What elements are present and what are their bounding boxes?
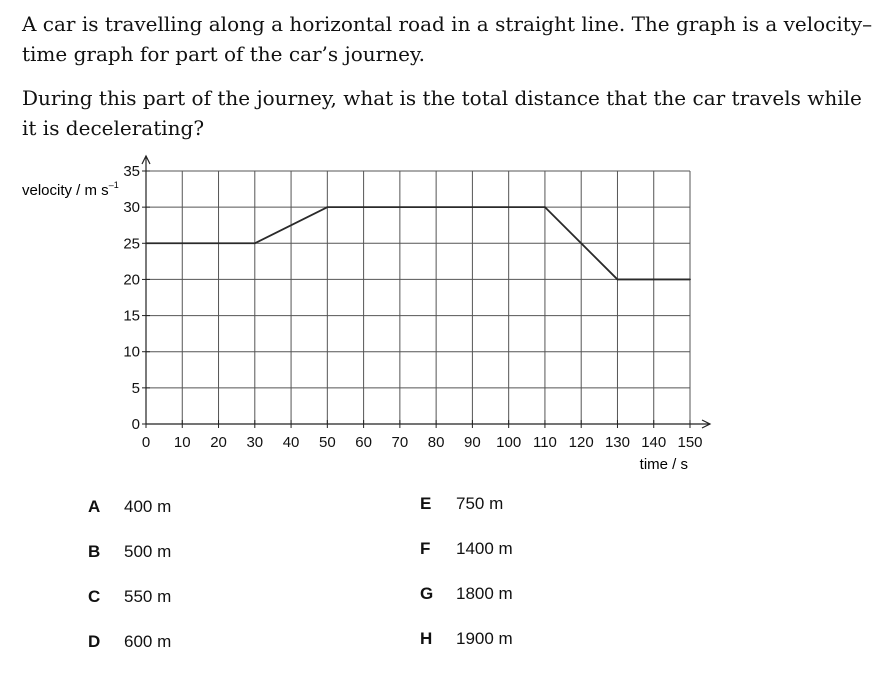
- y-tick-label: 0: [131, 416, 140, 433]
- option-letter: F: [420, 539, 431, 558]
- y-axis-label: velocity / m $s^{-1}$: [22, 180, 119, 199]
- option-value: 1400 m: [456, 539, 513, 558]
- y-tick-label: 10: [123, 343, 140, 361]
- x-tick-label: 60: [355, 434, 372, 451]
- option-c[interactable]: [88, 585, 171, 609]
- x-tick-label: 90: [464, 434, 481, 451]
- option-value: 550 m: [124, 587, 172, 606]
- y-tick-label: 5: [131, 379, 140, 397]
- velocity-data-point: [617, 279, 619, 281]
- x-tick-label: 80: [427, 434, 445, 451]
- x-axis-label: time / s: [639, 456, 688, 473]
- option-value: 400 m: [124, 497, 172, 516]
- option-d[interactable]: [88, 630, 171, 654]
- option-g[interactable]: [420, 582, 513, 606]
- option-value: 1800 m: [456, 584, 513, 603]
- option-letter: B: [88, 542, 101, 561]
- velocity-data-point: [326, 206, 328, 208]
- option-letter: G: [420, 584, 434, 603]
- velocity-data-point: [544, 206, 546, 208]
- option-f[interactable]: [420, 537, 513, 561]
- option-value: 1900 m: [456, 629, 513, 648]
- chart-ticks: [123, 163, 702, 451]
- option-b[interactable]: [88, 540, 171, 564]
- option-letter: C: [88, 587, 101, 606]
- x-tick-label: 100: [496, 434, 522, 451]
- option-e[interactable]: [420, 492, 503, 516]
- x-tick-label: 120: [568, 434, 594, 451]
- option-letter: H: [420, 629, 433, 648]
- y-tick-label: 30: [123, 199, 140, 217]
- y-tick-label: 25: [123, 235, 140, 253]
- question-prompt: During this part of the journey, what is the total distance that the car travels while it is decelerating?: [22, 86, 862, 140]
- option-value: 750 m: [456, 494, 504, 513]
- option-value: 600 m: [124, 632, 172, 651]
- chart-axes: [142, 156, 710, 428]
- option-letter: A: [88, 497, 101, 516]
- option-a[interactable]: [88, 495, 171, 519]
- y-tick-label: 15: [123, 307, 140, 325]
- y-tick-label: 35: [123, 163, 140, 180]
- option-letter: E: [420, 494, 432, 513]
- x-tick-label: 140: [641, 434, 667, 451]
- velocity-data-point: [689, 279, 691, 281]
- option-h[interactable]: [420, 627, 513, 651]
- x-tick-label: 70: [391, 434, 409, 451]
- x-tick-label: 20: [210, 434, 227, 451]
- y-tick-label: 20: [123, 271, 140, 289]
- x-tick-label: 130: [604, 434, 630, 451]
- x-tick-label: 150: [677, 434, 703, 451]
- option-value: 500 m: [124, 542, 172, 561]
- x-tick-label: 110: [532, 434, 557, 451]
- chart-grid: [146, 171, 690, 424]
- x-tick-label: 30: [246, 434, 264, 451]
- velocity-data-point: [145, 242, 147, 244]
- velocity-data-point: [254, 242, 256, 244]
- x-tick-label: 40: [282, 434, 300, 451]
- option-letter: D: [88, 632, 101, 651]
- x-tick-label: 50: [318, 434, 336, 451]
- x-tick-label: 0: [141, 434, 151, 451]
- question-intro: A car is travelling along a horizontal road in a straight line. The graph is a velocity–time graph for part of the car’s journey.: [22, 12, 873, 66]
- x-tick-label: 10: [173, 434, 191, 451]
